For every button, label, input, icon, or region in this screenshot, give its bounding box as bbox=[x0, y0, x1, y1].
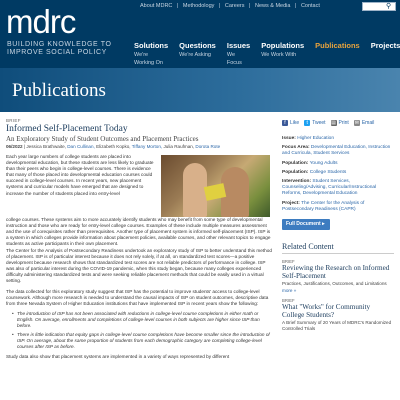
topic-key: Intervention: bbox=[282, 179, 312, 185]
related-item bbox=[282, 259, 394, 293]
topic-row bbox=[282, 170, 394, 176]
nav-title: Solutions bbox=[134, 41, 169, 50]
related-content-heading: Related Content bbox=[282, 242, 394, 254]
nav-title: Issues bbox=[226, 41, 251, 50]
nav-subtitle: We Work With bbox=[261, 52, 297, 58]
related-item-title-link[interactable]: What "Works" for Community College Students? bbox=[282, 303, 371, 320]
nav-projects[interactable] bbox=[369, 42, 400, 66]
topic-row bbox=[282, 161, 394, 167]
utility-link-methodology[interactable]: Methodology bbox=[182, 3, 215, 9]
author-link[interactable]: Tiffany Morton, bbox=[131, 144, 163, 149]
list-item: • The introduction of ISP has not been associated with reductions in college-level course completions in either math or English. On average, enrollments and completions of college-level courses in both subjects are higher since ISP than before. bbox=[12, 311, 272, 329]
body-paragraph: The Center for the Analysis of Postsecondary Readiness undertook an exploratory study of ISP to better understand this method of placement. ISP is of particular interest because it does not rely solely, if at all, on standardized test scores—a positive development because research shows that standardized test scores are not reliable predictors of performance in college. ISP was also of particular interest during the COVID-19 pandemic, when this study began, because many colleges experienced difficulty administering standardized tests and were seeking reliable placement methods that could be easily used in a virtual setting. bbox=[6, 248, 272, 284]
nav-subtitle: We're Working On bbox=[134, 52, 163, 66]
like-button[interactable] bbox=[282, 120, 299, 126]
author: Jessica Brathwaite, bbox=[26, 144, 66, 149]
topic-key: Project: bbox=[282, 200, 300, 206]
utility-sep: | bbox=[218, 3, 221, 9]
topic-value-link[interactable]: Young Adults bbox=[309, 160, 338, 166]
byline-sep: | bbox=[23, 144, 26, 149]
topic-tags bbox=[282, 136, 394, 213]
utility-nav bbox=[140, 3, 323, 9]
nav-title: Questions bbox=[179, 41, 216, 50]
publication-type-label: BRIEF bbox=[6, 118, 21, 123]
share-label: Email bbox=[361, 120, 375, 126]
share-bar bbox=[282, 118, 394, 128]
related-item-title-link[interactable]: Reviewing the Research on Informed Self-Placement bbox=[282, 264, 390, 281]
intro-paragraph-continued: college courses. These systems aim to more accurately identify students who may benefit from some type of developmental instruction and those who are ready for entry-level college courses. Examples of these include multiple measures assessment and the use of corequisites rather than prerequisites. Another type of placement system is informed self-placement (ISP). ISP is a system in which colleges provide information about placement policies, available courses, and other relevant topics to engage students as active participants in their own placement. bbox=[6, 217, 271, 247]
logo-tagline: BUILDING KNOWLEDGE TO IMPROVE SOCIAL POLICY bbox=[7, 41, 112, 56]
related-item-description: A Brief Summary of 20 Years of MDRC's Randomized Controlled Trials bbox=[282, 320, 392, 332]
nav-issues[interactable] bbox=[225, 42, 252, 66]
byline bbox=[6, 144, 272, 150]
topic-row bbox=[282, 179, 394, 198]
utility-sep: | bbox=[249, 3, 251, 9]
nav-solutions[interactable] bbox=[132, 42, 170, 66]
topic-row bbox=[282, 145, 394, 157]
intro-paragraph: Each year large numbers of college students are placed into developmental education, but these students are less likely to graduate than their peers who begin in college-level courses. There is evidence that many of those placed into developmental education courses could succeed in college-level courses. In recent years, new placement systems and curricular models have emerged that are designed to increase the number of students placed into entry-level bbox=[6, 154, 154, 196]
author-link[interactable]: Dan Cullinan, bbox=[67, 144, 95, 149]
full-document-button[interactable]: Full Document ▸ bbox=[282, 219, 330, 230]
utility-link-about[interactable]: About MDRC bbox=[140, 3, 173, 9]
share-label: Like bbox=[290, 120, 300, 126]
topic-value-link[interactable]: Developmental Education, Instruction and Curricula, Student Services bbox=[282, 145, 391, 157]
utility-sep: | bbox=[294, 3, 297, 9]
related-item-type: BRIEF bbox=[282, 298, 295, 304]
author: Julia Raufman, bbox=[163, 144, 195, 149]
nav-publications[interactable] bbox=[313, 42, 362, 66]
author-link[interactable]: Dorota Rote bbox=[195, 144, 221, 149]
search-icon[interactable]: ⚲ bbox=[386, 3, 392, 10]
print-button[interactable] bbox=[331, 120, 349, 126]
topic-value-link[interactable]: The Center for the Analysis of Postsecondary Readiness (CAPR) bbox=[282, 200, 365, 212]
nav-subtitle: We're Asking bbox=[179, 52, 211, 58]
topic-key: Population: bbox=[282, 160, 309, 166]
topic-value-link[interactable]: Higher Education bbox=[297, 136, 335, 141]
more-link[interactable]: more » bbox=[282, 288, 297, 294]
findings-list bbox=[6, 311, 272, 351]
twitter-icon: t bbox=[304, 120, 310, 126]
nav-questions[interactable] bbox=[177, 42, 218, 66]
email-button[interactable] bbox=[354, 120, 375, 126]
nav-subtitle: We Focus bbox=[226, 52, 242, 66]
list-item: • There is little indication that equity gaps in college-level course completions have become smaller since the introduction of ISP. On average, about the same proportion of students from each demographic category are completing college-level courses after ISP as before. bbox=[12, 332, 272, 350]
nav-title: Projects bbox=[370, 41, 400, 50]
sidebar bbox=[282, 118, 394, 332]
article-title: Informed Self-Placement Today bbox=[6, 124, 128, 134]
related-item-description: Practices, Justifications, Outcomes, and Limitations bbox=[282, 281, 387, 287]
nav-populations[interactable] bbox=[259, 42, 306, 66]
utility-link-careers[interactable]: Careers bbox=[224, 3, 245, 9]
topic-row bbox=[282, 136, 394, 142]
body-paragraph: The data collected for this exploratory study suggest that ISP has the potential to improve students' access to college-level coursework. Although more research is needed to understand the causal impacts of ISP on student outcomes, descriptive data from three Nevada System of Higher Education institutions that have implemented ISP in recent years show the following: bbox=[6, 288, 269, 306]
utility-link-news[interactable]: News & Media bbox=[254, 3, 291, 9]
author: Elizabeth Kopko, bbox=[96, 144, 131, 149]
publication-date: 06/2022 bbox=[6, 144, 23, 149]
site-header bbox=[0, 0, 400, 68]
topic-key: Population: bbox=[282, 169, 309, 175]
article-main bbox=[6, 118, 272, 361]
share-label: Tweet bbox=[312, 120, 326, 126]
mdrc-logo[interactable]: mdrc bbox=[6, 3, 76, 40]
main-nav bbox=[132, 42, 400, 66]
section-banner bbox=[0, 68, 400, 112]
topic-key: Issue: bbox=[282, 136, 296, 141]
email-icon: ✉ bbox=[354, 120, 359, 126]
topic-key: Focus Area: bbox=[282, 145, 310, 151]
article-subtitle: An Exploratory Study of Student Outcomes and Placement Practices bbox=[6, 135, 199, 143]
topic-value-link[interactable]: Student Services, Counseling/Advising, Curricular/Instructional Reforms, Developmental Education bbox=[282, 179, 377, 197]
utility-link-contact[interactable]: Contact bbox=[300, 3, 320, 9]
nav-title: Publications bbox=[315, 41, 360, 50]
related-item-type: BRIEF bbox=[282, 259, 295, 265]
intro-block bbox=[6, 154, 272, 247]
body-paragraph: Study data also show that placement systems are implemented in a variety of ways represented by different bbox=[6, 354, 230, 360]
nav-title: Populations bbox=[261, 41, 305, 50]
print-icon: ▤ bbox=[331, 120, 336, 126]
related-item bbox=[282, 298, 394, 332]
banner-title: Publications bbox=[12, 80, 106, 101]
tweet-button[interactable] bbox=[304, 120, 325, 126]
topic-value-link[interactable]: College Students bbox=[309, 169, 347, 175]
utility-sep: | bbox=[176, 3, 179, 9]
students-photo bbox=[161, 155, 270, 217]
share-label: Print bbox=[338, 120, 349, 126]
facebook-icon: f bbox=[282, 120, 288, 126]
topic-row bbox=[282, 201, 394, 213]
